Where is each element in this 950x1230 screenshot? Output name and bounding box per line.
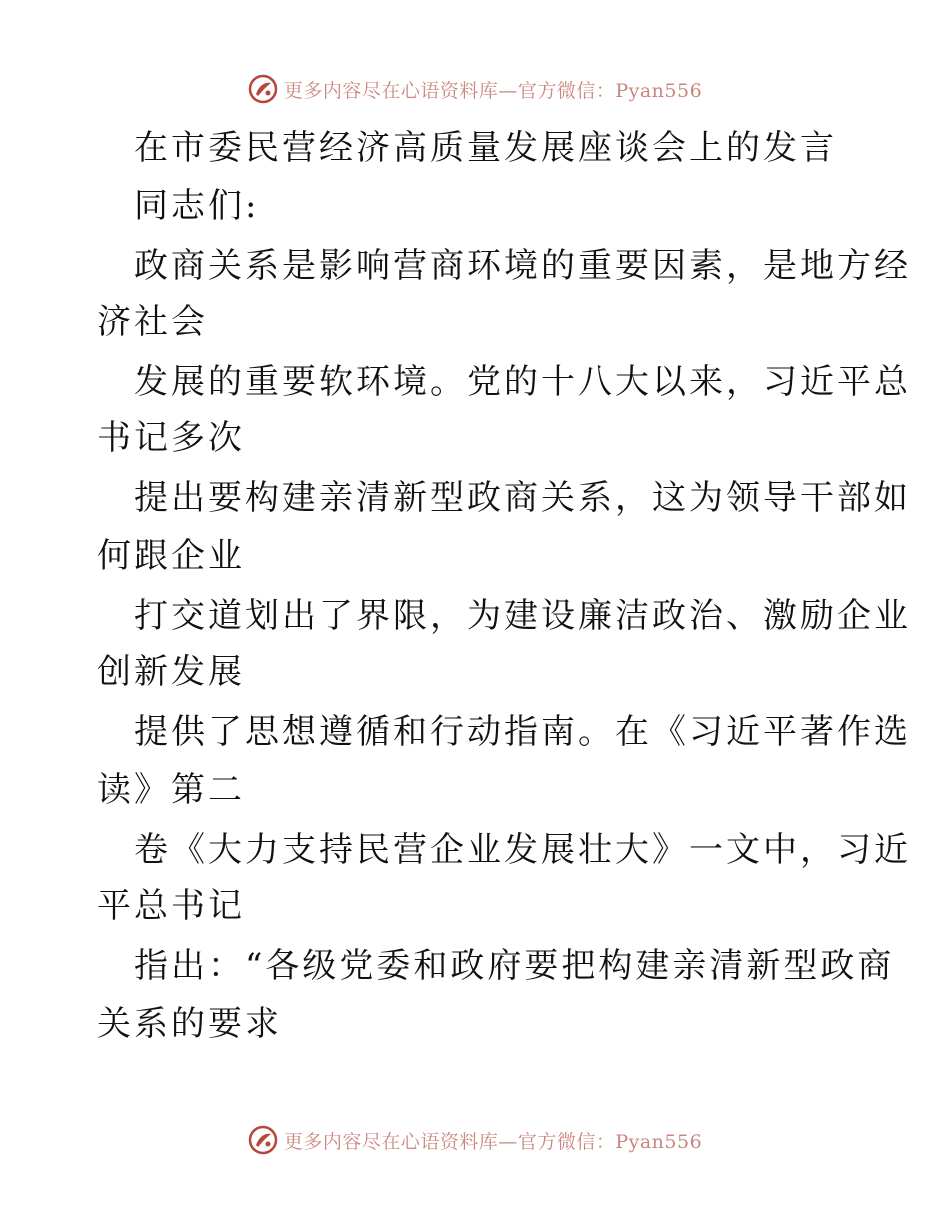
- paragraph-line: 提供了思想遵循和行动指南。在《习近平著作选: [134, 712, 911, 752]
- paragraph-line: 指出：“各级党委和政府要把构建亲清新型政商: [134, 946, 895, 986]
- paragraph-line: 关系的要求: [97, 1004, 282, 1044]
- paragraph-line: 创新发展: [97, 652, 245, 692]
- seal-logo-icon: [248, 1125, 278, 1155]
- paragraph-line: 读》第二: [97, 770, 245, 810]
- watermark-text: 更多内容尽在心语资料库—官方微信：Pyan556: [283, 1130, 703, 1153]
- paragraph-line: 提出要构建亲清新型政商关系，这为领导干部如: [134, 478, 911, 518]
- watermark-text: 更多内容尽在心语资料库—官方微信：Pyan556: [283, 79, 703, 102]
- salutation: 同志们:: [134, 186, 260, 226]
- paragraph-line: 发展的重要软环境。党的十八大以来，习近平总: [134, 362, 911, 402]
- document-title: 在市委民营经济高质量发展座谈会上的发言: [134, 128, 837, 168]
- seal-logo-icon: [248, 74, 278, 104]
- paragraph-line: 平总书记: [97, 886, 245, 926]
- footer-watermark: [0, 1123, 950, 1157]
- paragraph-line: 书记多次: [97, 418, 245, 458]
- paragraph-line: 卷《大力支持民营企业发展壮大》一文中，习近: [134, 830, 911, 870]
- paragraph-line: 济社会: [97, 302, 208, 342]
- header-watermark: [0, 72, 950, 106]
- paragraph-line: 政商关系是影响营商环境的重要因素，是地方经: [134, 246, 911, 286]
- paragraph-line: 何跟企业: [97, 536, 245, 576]
- paragraph-line: 打交道划出了界限，为建设廉洁政治、激励企业: [134, 596, 911, 636]
